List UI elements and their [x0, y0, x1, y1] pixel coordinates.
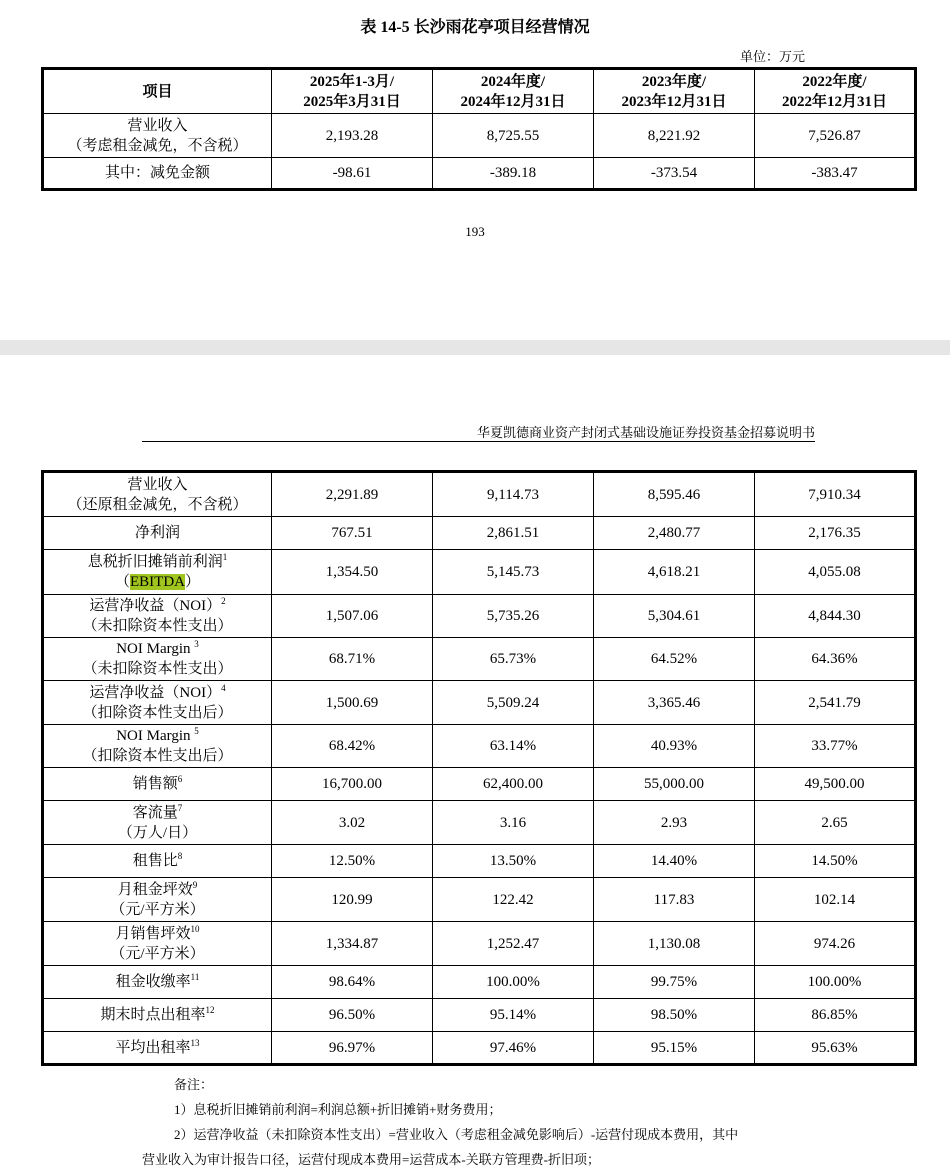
cell-value: 100.00%: [433, 966, 594, 999]
cell-value: 2.65: [755, 801, 916, 845]
footnote-marker: 2: [221, 596, 226, 606]
cell-value: 14.50%: [755, 845, 916, 878]
cell-value: 4,055.08: [755, 550, 916, 595]
cell-value: 3.02: [272, 801, 433, 845]
row-label: 净利润: [43, 517, 272, 550]
footnote-marker: 6: [177, 774, 183, 784]
cell-value: 98.64%: [272, 966, 433, 999]
row-label-text: 月销售坪效: [115, 925, 191, 942]
cell-value: 40.93%: [594, 725, 755, 768]
notes-title: 备注：: [174, 1077, 214, 1092]
header-period-1: [272, 69, 433, 114]
row-label-text: 运营净收益（NOI）: [89, 598, 222, 614]
cell-value: 4,618.21: [594, 550, 755, 595]
table-header-row: [43, 69, 916, 114]
row-label: [43, 1032, 272, 1065]
table-row: [43, 472, 916, 517]
row-label-line2: （万人/日）: [117, 824, 198, 841]
header-period-4: [755, 69, 916, 114]
row-label-line2: （扣除资本性支出后）: [82, 704, 233, 721]
footnote-marker: 8: [177, 851, 183, 861]
cell-value: 2,861.51: [433, 517, 594, 550]
cell-value: 49,500.00: [755, 768, 916, 801]
cell-value: 1,500.69: [272, 681, 433, 725]
row-label: [43, 114, 272, 158]
row-label-text: 运营净收益（NOI）: [89, 684, 222, 701]
row-label: [43, 922, 272, 966]
highlighted-text: EBITDA: [130, 574, 185, 590]
cell-value: 2,541.79: [755, 681, 916, 725]
table-row: [43, 595, 916, 638]
table-row: [43, 550, 916, 595]
unit-note: 单位：万元: [740, 49, 806, 64]
paren-open: （: [114, 574, 130, 590]
cell-value: 95.63%: [755, 1032, 916, 1065]
footnote-marker: 3: [194, 639, 199, 649]
footnote-marker: 10: [190, 923, 200, 934]
cell-value: 2,176.35: [755, 517, 916, 550]
cell-value: 14.40%: [594, 845, 755, 878]
table-row: [43, 966, 916, 999]
footnote-marker: 5: [194, 726, 199, 736]
header-period-1-line2: 2025年3月31日: [303, 93, 401, 110]
table-row: [43, 681, 916, 725]
row-label-line1: 营业收入: [127, 117, 188, 134]
cell-value: 102.14: [755, 878, 916, 922]
cell-value: 974.26: [755, 922, 916, 966]
row-label: [43, 845, 272, 878]
row-label-line1: [44, 726, 271, 746]
footnote-marker: 4: [221, 682, 226, 693]
document-running-header: 华夏凯德商业资产封闭式基础设施证券投资基金招募说明书: [142, 424, 815, 442]
cell-value: 4,844.30: [755, 595, 916, 638]
row-label: [43, 595, 272, 638]
footnote-marker: 13: [190, 1037, 200, 1048]
cell-value: 9,114.73: [433, 472, 594, 517]
note-1: 1）息税折旧摊销前利润=利润总额+折旧摊销+财务费用；: [174, 1102, 502, 1117]
cell-value: 96.97%: [272, 1032, 433, 1065]
table-row: [43, 114, 916, 158]
operating-table-top: [41, 67, 917, 191]
row-label-text: 月租金坪效: [117, 881, 193, 898]
cell-value: 2,193.28: [272, 114, 433, 158]
row-label-text: NOI Margin: [116, 641, 195, 657]
row-label: [43, 878, 272, 922]
cell-value: 7,526.87: [755, 114, 916, 158]
table-title: 表 14-5 长沙雨花亭项目经营情况: [360, 19, 590, 36]
cell-value: 13.50%: [433, 845, 594, 878]
table-row: [43, 878, 916, 922]
row-label-line2: （元/平方米）: [110, 945, 205, 962]
table-row: [43, 725, 916, 768]
page-separator: [0, 340, 950, 355]
row-label: [43, 472, 272, 517]
paren-close: ）: [185, 574, 201, 590]
cell-value: 99.75%: [594, 966, 755, 999]
cell-value: 68.42%: [272, 725, 433, 768]
header-period-2-line2: 2024年12月31日: [460, 93, 566, 110]
cell-value: 117.83: [594, 878, 755, 922]
header-period-3-line2: 2023年12月31日: [621, 93, 727, 110]
table-row: [43, 801, 916, 845]
footnote-marker: 11: [190, 972, 200, 982]
cell-value: 3.16: [433, 801, 594, 845]
table-row: [43, 768, 916, 801]
cell-value: 95.14%: [433, 999, 594, 1032]
notes-section: [142, 1072, 822, 1172]
header-period-2-line1: 2024年度/: [480, 73, 546, 90]
table-row: [43, 922, 916, 966]
row-label-line2: （未扣除资本性支出）: [82, 618, 233, 634]
row-label-line2: [44, 572, 271, 592]
cell-value: 767.51: [272, 517, 433, 550]
row-label-text: NOI Margin: [116, 728, 195, 744]
row-label: [43, 999, 272, 1032]
cell-value: 1,354.50: [272, 550, 433, 595]
cell-value: 5,509.24: [433, 681, 594, 725]
row-label-line1: [44, 880, 271, 900]
cell-value: 1,252.47: [433, 922, 594, 966]
operating-table-continued: [41, 470, 917, 1066]
header-period-3-line1: 2023年度/: [641, 73, 707, 90]
header-period-4-line2: 2022年12月31日: [781, 93, 887, 110]
cell-value: 7,910.34: [755, 472, 916, 517]
header-period-4-line1: 2022年度/: [802, 73, 867, 90]
table-row: [43, 517, 916, 550]
cell-value: 8,725.55: [433, 114, 594, 158]
table-row: [43, 1032, 916, 1065]
row-label-text: 息税折旧摊销前利润: [87, 554, 223, 570]
cell-value: 100.00%: [755, 966, 916, 999]
cell-value: 5,145.73: [433, 550, 594, 595]
cell-value: 55,000.00: [594, 768, 755, 801]
cell-value: 122.42: [433, 878, 594, 922]
header-period-1-line1: 2025年1-3月/: [309, 73, 395, 90]
cell-value: 63.14%: [433, 725, 594, 768]
cell-value: 98.50%: [594, 999, 755, 1032]
footnote-marker: 9: [192, 879, 198, 890]
cell-value: 1,334.87: [272, 922, 433, 966]
row-label-line2: （元/平方米）: [110, 901, 205, 918]
cell-value: 62,400.00: [433, 768, 594, 801]
page-number: 193: [465, 224, 485, 239]
row-label: [43, 638, 272, 681]
row-label-line2: （扣除资本性支出后）: [82, 748, 233, 764]
row-label-line2: （未扣除资本性支出）: [82, 661, 233, 677]
row-label-line1: [44, 924, 271, 944]
cell-value: 64.36%: [755, 638, 916, 681]
cell-value: 1,130.08: [594, 922, 755, 966]
footnote-marker: 12: [205, 1005, 215, 1015]
cell-value: -383.47: [755, 158, 916, 190]
cell-value: 3,365.46: [594, 681, 755, 725]
row-label: [43, 550, 272, 595]
row-label-text: 租金收缴率: [115, 974, 191, 990]
header-period-3: [594, 69, 755, 114]
row-label: [43, 801, 272, 845]
table-row: [43, 999, 916, 1032]
table-row: [43, 158, 916, 190]
cell-value: 8,221.92: [594, 114, 755, 158]
note-2: 2）运营净收益（未扣除资本性支出）=营业收入（考虑租金减免影响后）-运营付现成本费用，其中: [174, 1127, 739, 1142]
footnote-marker: 1: [222, 552, 228, 562]
cell-value: 65.73%: [433, 638, 594, 681]
cell-value: -373.54: [594, 158, 755, 190]
row-label: 其中：减免金额: [43, 158, 272, 190]
row-label-line1: [44, 803, 271, 823]
row-label-line2: （考虑租金减免，不含税）: [67, 137, 248, 154]
cell-value: 2,291.89: [272, 472, 433, 517]
cell-value: 95.15%: [594, 1032, 755, 1065]
cell-value: 96.50%: [272, 999, 433, 1032]
table-row: [43, 845, 916, 878]
cell-value: 5,735.26: [433, 595, 594, 638]
note-2-continued: 营业收入为审计报告口径，运营付现成本费用=运营成本-关联方管理费-折旧项；: [142, 1152, 600, 1167]
row-label-text: 期末时点出租率: [100, 1007, 206, 1023]
row-label-text: 销售额: [132, 776, 178, 792]
cell-value: 16,700.00: [272, 768, 433, 801]
cell-value: -389.18: [433, 158, 594, 190]
row-label: [43, 681, 272, 725]
row-label-text: 租售比: [132, 853, 178, 869]
cell-value: 86.85%: [755, 999, 916, 1032]
table-row: [43, 638, 916, 681]
row-label-line1: [44, 596, 271, 616]
cell-value: 120.99: [272, 878, 433, 922]
row-label-text: 平均出租率: [115, 1039, 191, 1056]
row-label: [43, 725, 272, 768]
cell-value: 64.52%: [594, 638, 755, 681]
row-label-line1: [44, 683, 271, 703]
cell-value: 2,480.77: [594, 517, 755, 550]
row-label: [43, 768, 272, 801]
row-label-line2: （还原租金减免，不含税）: [67, 496, 248, 513]
cell-value: 8,595.46: [594, 472, 755, 517]
row-label-line1: [44, 552, 271, 572]
cell-value: 1,507.06: [272, 595, 433, 638]
header-item: 项目: [43, 69, 272, 114]
cell-value: 12.50%: [272, 845, 433, 878]
cell-value: 68.71%: [272, 638, 433, 681]
row-label: [43, 966, 272, 999]
row-label-text: 客流量: [132, 804, 178, 821]
header-period-2: [433, 69, 594, 114]
footnote-marker: 7: [177, 802, 183, 813]
row-label-line1: [44, 639, 271, 659]
cell-value: 2.93: [594, 801, 755, 845]
cell-value: 33.77%: [755, 725, 916, 768]
cell-value: -98.61: [272, 158, 433, 190]
row-label-line1: 营业收入: [127, 476, 188, 493]
cell-value: 97.46%: [433, 1032, 594, 1065]
cell-value: 5,304.61: [594, 595, 755, 638]
